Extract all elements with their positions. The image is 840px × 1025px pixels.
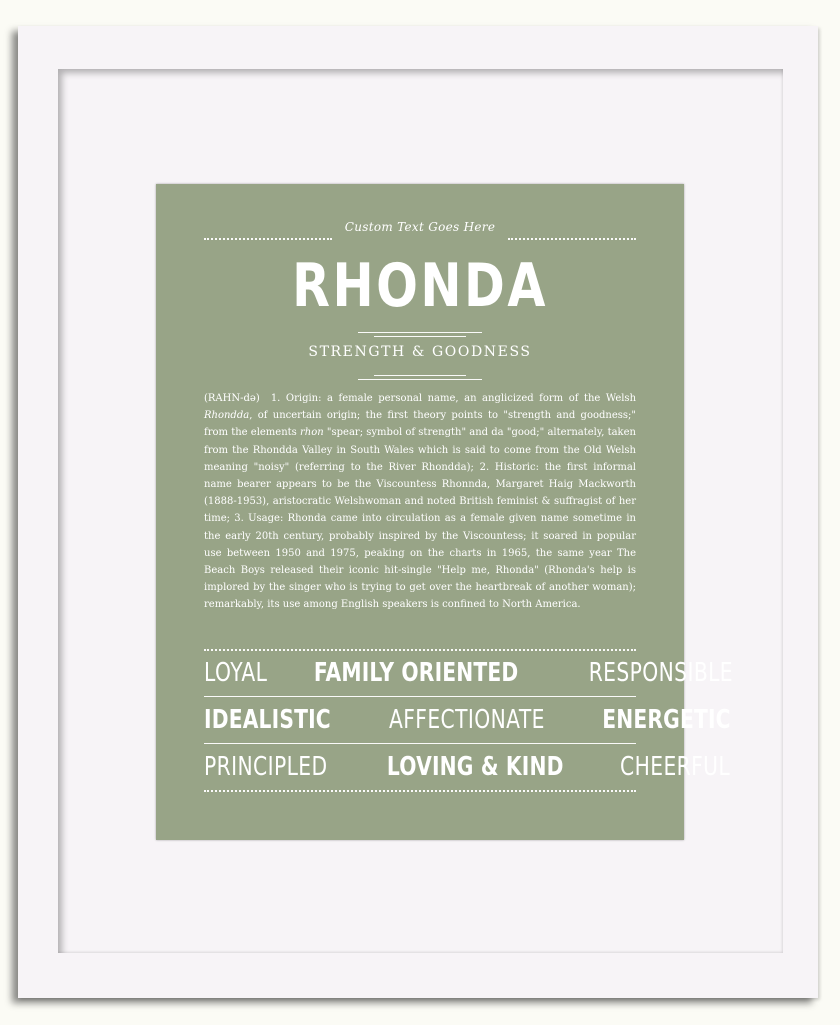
rule-below-meaning-1 <box>374 375 466 376</box>
trait-row-divider-2 <box>204 743 636 744</box>
definition-part-3: "spear; symbol of strength" and da "good;" alternately, taken from the Rhondda Valley in South Wales which is said to come from the Old Welsh meaning "noisy" (referring to the River Rhondda); 2. Historic: the first informal name bearer appears to be the Viscountess Rhonnda, Margaret Haig Mackworth (1888-1953), aristocratic Welshwoman and noted British feminist & suffragist of her time; 3. Usage: Rhonda came into circulation as a female given name sometime in the early 20th century, probably inspired by the Viscountess; it soared in popular use between 1950 and 1975, peaking on the charts in 1965, the same year The Beach Boys released their iconic hit-single "Help me, Rhonda" (Rhonda's help is implored by the singer who is trying to get over the heartbreak of another woman); remarkably, its use among English speakers is confined to North America. <box>204 427 636 611</box>
rule-above-meaning-2 <box>374 336 466 337</box>
definition-part-2: , of uncertain origin; the first theory points to "strength and goodness;" from the elements <box>204 410 636 439</box>
name-meaning: STRENGTH & GOODNESS <box>308 344 532 360</box>
trait: IDEALISTIC <box>204 705 331 735</box>
trait: LOYAL <box>204 658 268 688</box>
traits-row-2 <box>204 703 732 737</box>
name-title: RHONDA <box>292 251 548 321</box>
dotted-divider-left <box>204 238 332 240</box>
trait: AFFECTIONATE <box>388 705 545 735</box>
definition-italic-1: Rhondda <box>204 410 250 422</box>
rule-above-meaning-1 <box>358 332 482 333</box>
trait: CHEERFUL <box>619 752 730 782</box>
trait: PRINCIPLED <box>204 752 328 782</box>
trait: FAMILY ORIENTED <box>314 658 519 688</box>
definition-italic-2: rhon <box>300 427 324 439</box>
trait-row-divider-1 <box>204 696 636 697</box>
traits-row-1 <box>204 656 733 690</box>
definition-part-1: 1. Origin: a female personal name, an anglicized form of the Welsh <box>270 393 637 404</box>
dotted-divider-right <box>508 238 636 240</box>
custom-text: Custom Text Goes Here <box>344 220 496 234</box>
traits-row-3 <box>204 750 730 784</box>
rule-below-meaning-2 <box>358 379 482 380</box>
name-print <box>156 184 733 840</box>
dotted-divider-traits-top <box>204 649 636 651</box>
trait: LOVING & KIND <box>387 752 564 782</box>
name-definition <box>204 390 636 614</box>
dotted-divider-traits-bottom <box>204 790 636 792</box>
trait: ENERGETIC <box>602 705 732 735</box>
pronunciation: (RAHN-də) <box>204 393 260 404</box>
trait: RESPONSIBLE <box>588 658 733 688</box>
